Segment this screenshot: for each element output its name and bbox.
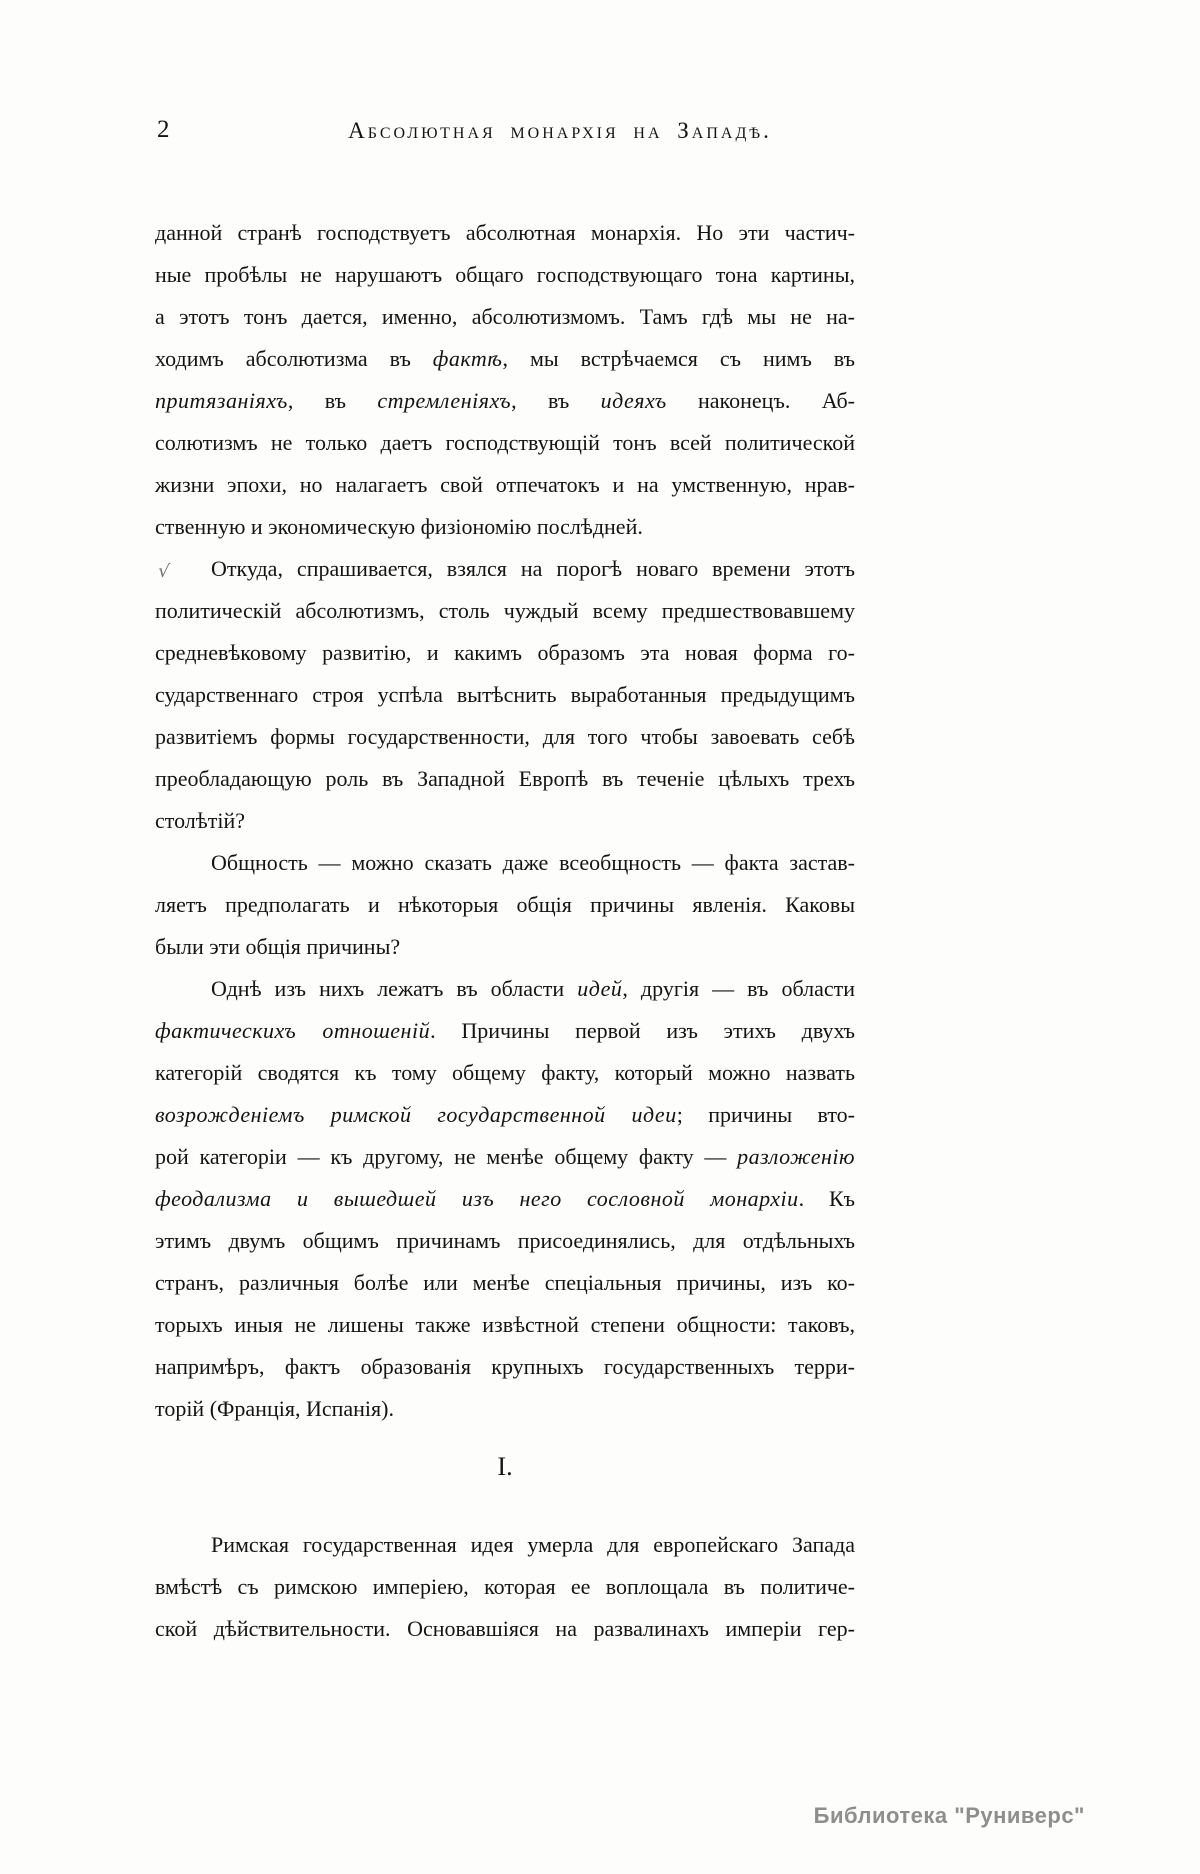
text-line: [155, 1304, 855, 1346]
text-line: [155, 1052, 855, 1094]
text-line: [155, 968, 855, 1010]
emphasis-text: фактическихъ отношеній: [155, 1018, 431, 1043]
paragraph: [155, 1524, 855, 1650]
text-line: [155, 716, 855, 758]
text-line: [155, 1262, 855, 1304]
body-text-segment: вмѣстѣ съ римскою имперіею, которая ее воплощала въ политиче-: [155, 1574, 855, 1599]
text-line: [155, 1388, 855, 1430]
paragraph: [155, 968, 855, 1430]
body-text-segment: , въ: [287, 388, 378, 413]
text-line: [155, 590, 855, 632]
emphasis-text: стремленіяхъ: [377, 388, 512, 413]
body-text: [155, 212, 855, 1650]
emphasis-text: притязаніяхъ: [155, 388, 288, 413]
text-line: [155, 842, 855, 884]
body-text-segment: преобладающую роль въ Западной Европѣ въ теченіе цѣлыхъ трехъ: [155, 766, 855, 791]
body-text-segment: , другія — въ области: [622, 976, 855, 1001]
text-line: [155, 464, 855, 506]
text-line: [155, 1608, 855, 1650]
body-text-segment: торыхъ иныя не лишены также извѣстной степени общности: таковъ,: [155, 1312, 855, 1337]
body-text-segment: развитіемъ формы государственности, для того чтобы завоевать себѣ: [155, 724, 855, 749]
text-line: [155, 548, 855, 590]
text-line: [155, 296, 855, 338]
text-line: [155, 338, 855, 380]
text-line: [155, 926, 855, 968]
text-line: [155, 422, 855, 464]
body-text-segment: ственную и экономическую физіономію послѣдней.: [155, 514, 643, 539]
text-line: [155, 506, 855, 548]
text-line: [155, 674, 855, 716]
body-text-segment: ходимъ абсолютизма въ: [155, 346, 433, 371]
body-text-segment: средневѣковому развитію, и какимъ образомъ эта новая форма го-: [155, 640, 855, 665]
body-text-segment: рой категоріи — къ другому, не менѣе общему факту —: [155, 1144, 738, 1169]
body-text-segment: были эти общія причины?: [155, 934, 401, 959]
body-text-segment: наконецъ. Аб-: [666, 388, 856, 413]
emphasis-text: возрожденіемъ римской государственной идеи: [155, 1102, 677, 1127]
body-text-segment: Римская государственная идея умерла для европейскаго Запада: [211, 1532, 855, 1557]
text-line: [155, 800, 855, 842]
text-line: [155, 380, 855, 422]
text-line: [155, 1178, 855, 1220]
text-line: [155, 1136, 855, 1178]
body-text-segment: а этотъ тонъ дается, именно, абсолютизмомъ. Тамъ гдѣ мы не на-: [155, 304, 855, 329]
paragraph: [155, 842, 855, 968]
body-text-segment: категорій сводятся къ тому общему факту, который можно назвать: [155, 1060, 855, 1085]
body-text-segment: жизни эпохи, но налагаетъ свой отпечатокъ и на умственную, нрав-: [155, 472, 855, 497]
paragraph: [155, 548, 855, 842]
text-line: [155, 1010, 855, 1052]
text-line: [155, 1524, 855, 1566]
body-text-segment: напримѣръ, фактъ образованія крупныхъ государственныхъ терри-: [155, 1354, 855, 1379]
body-text-segment: ляетъ предполагать и нѣкоторыя общія причины явленія. Каковы: [155, 892, 855, 917]
emphasis-text: идеяхъ: [600, 388, 667, 413]
text-line: [155, 884, 855, 926]
body-text-segment: странъ, различныя болѣе или менѣе спеціальныя причины, изъ ко-: [155, 1270, 855, 1295]
body-text-segment: . Къ: [798, 1186, 856, 1211]
page-number: 2: [157, 116, 170, 143]
pencil-checkmark: √: [156, 560, 171, 583]
text-line: [155, 254, 855, 296]
library-watermark: Библиотека "Руниверс": [813, 1803, 1085, 1828]
text-line: [155, 1094, 855, 1136]
body-text-segment: столѣтій?: [155, 808, 245, 833]
emphasis-text: феодализма и вышедшей изъ него сословной монархіи: [155, 1186, 799, 1211]
body-text-segment: солютизмъ не только даетъ господствующій тонъ всей политической: [155, 430, 855, 455]
body-text-segment: Откуда, спрашивается, взялся на порогѣ новаго времени этотъ: [211, 556, 855, 581]
body-text-segment: данной странѣ господствуетъ абсолютная монархія. Но эти частич-: [155, 220, 855, 245]
section-heading: I.: [497, 1452, 513, 1481]
running-title: Абсолютная монархія на Западѣ.: [348, 118, 772, 143]
body-text-segment: этимъ двумъ общимъ причинамъ присоединялись, для отдѣльныхъ: [155, 1228, 855, 1253]
emphasis-text: фактѣ: [432, 346, 503, 371]
body-text-segment: политическій абсолютизмъ, столь чуждый всему предшествовавшему: [155, 598, 855, 623]
body-text-segment: торій (Франція, Испанія).: [155, 1396, 394, 1421]
body-text-segment: сударственнаго строя успѣла вытѣснить выработанныя предыдущимъ: [155, 682, 855, 707]
text-line: [155, 758, 855, 800]
body-text-segment: . Причины первой изъ этихъ двухъ: [430, 1018, 855, 1043]
body-text-segment: ные пробѣлы не нарушаютъ общаго господствующаго тона картины,: [155, 262, 855, 287]
text-line: [155, 1566, 855, 1608]
emphasis-text: разложенію: [737, 1144, 855, 1169]
text-line: [155, 632, 855, 674]
body-text-segment: ской дѣйствительности. Основавшіяся на развалинахъ имперіи гер-: [155, 1616, 855, 1641]
body-text-segment: , въ: [511, 388, 601, 413]
body-text-segment: ; причины вто-: [676, 1102, 855, 1127]
emphasis-text: идей: [577, 976, 623, 1001]
text-line: [155, 1346, 855, 1388]
paragraph: [155, 212, 855, 548]
body-text-segment: Общность — можно сказать даже всеобщность — факта застав-: [211, 850, 855, 875]
body-text-segment: Однѣ изъ нихъ лежатъ въ области: [211, 976, 578, 1001]
text-line: [155, 1220, 855, 1262]
body-text-segment: , мы встрѣчаемся съ нимъ въ: [502, 346, 856, 371]
text-line: [155, 212, 855, 254]
